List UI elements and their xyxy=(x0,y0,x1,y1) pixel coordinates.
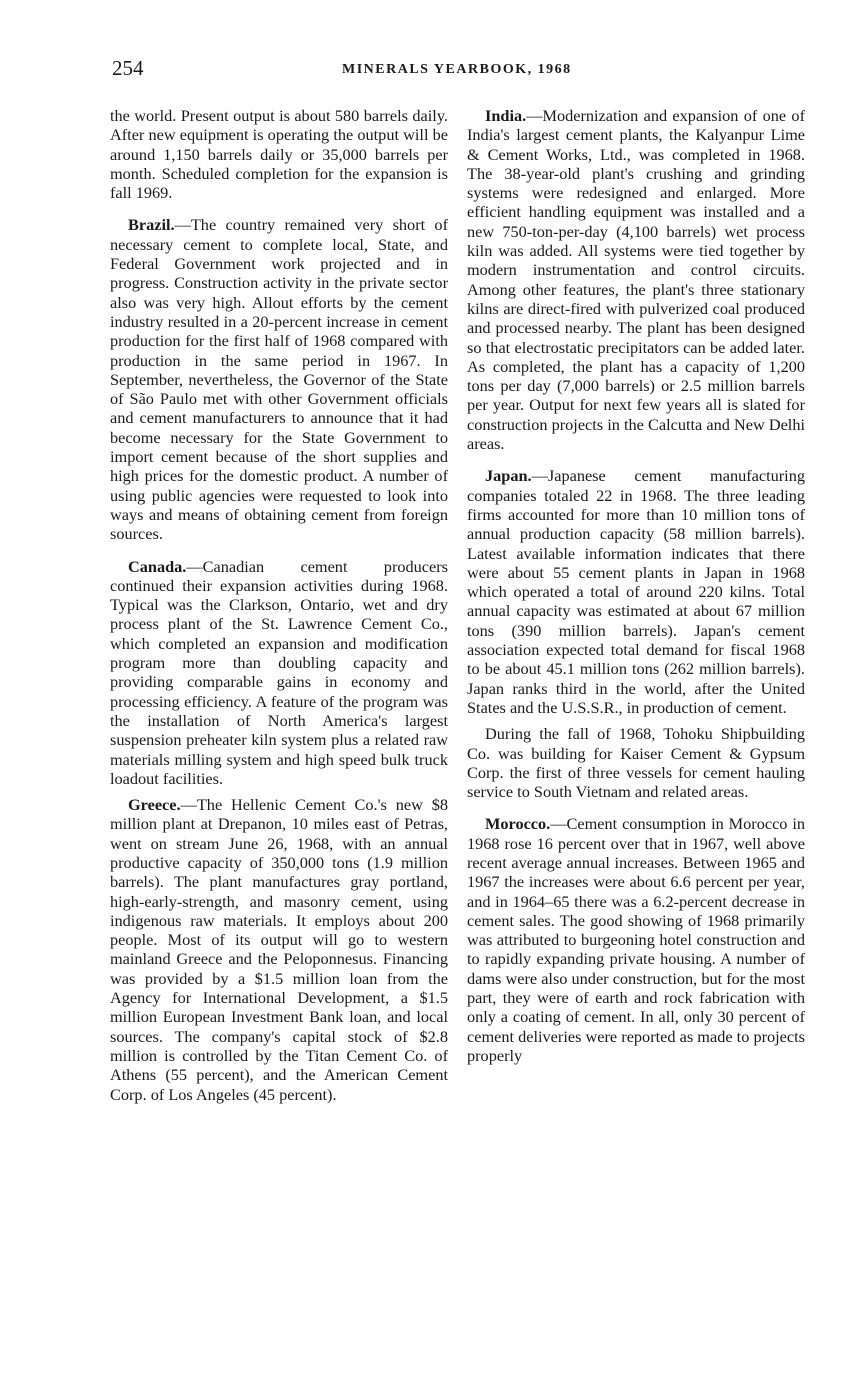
india-heading: India. xyxy=(485,106,527,125)
japan-heading: Japan. xyxy=(485,466,532,486)
brazil-text: —The country remained very short of necessary cement to complete local, State, and Federal Government work projected and in progress. Construction activity in the private sector also was very high. Allout efforts by the cement industry resulted in a 20-percent increase in cement production for the first half of 1968 compared with production in the same period in 1967. In September, nevertheless, the Governor of the State of São Paulo met with other Government officials and cement manufacturers to announce that it had become necessary for the State Government to import cement because of the short supplies and high prices for the domestic product. A number of using public agencies were requested to look into ways and means of obtaining cement from foreign sources. xyxy=(110,215,448,544)
greece-heading: Greece. xyxy=(128,795,181,815)
japan-paragraph xyxy=(467,466,805,717)
running-head: MINERALS YEARBOOK, 1968 xyxy=(342,62,572,77)
continuation-paragraph: the world. Present output is about 580 barrels daily. After new equipment is operating the output will be around 1,150 barrels daily or 35,000 barrels per month. Scheduled completion for the expansion is fall 1969. xyxy=(110,106,448,203)
morocco-heading: Morocco. xyxy=(485,814,551,834)
page-number: 254 xyxy=(112,56,144,80)
canada-text: —Canadian cement producers continued their expansion activities during 1968. Typical was the Clarkson, Ontario, wet and dry process plant of the St. Lawrence Cement Co., which completed an expansion and modification program more than doubling capacity and providing comparable gains in economy and processing efficiency. A feature of the program was the installation of North America's largest suspension preheater kiln system plus a related raw materials milling system and high speed bulk truck loadout facilities. xyxy=(110,556,448,788)
right-column xyxy=(467,106,805,1078)
japan-text: —Japanese cement manufacturing companies totaled 22 in 1968. The three leading firms accounted for more than 10 million tons of annual production capacity (58 million barrels). Latest available information indicates that there were about 55 cement plants in Japan in 1968 which operated a total of around 220 kilns. Total annual capacity was estimated at about 67 million tons (390 million barrels). Japan's cement association expected total demand for fiscal 1968 to be about 45.1 million tons (262 million barrels). Japan ranks third in the world, after the United States and the U.S.S.R., in production of cement. xyxy=(467,466,805,717)
morocco-paragraph xyxy=(467,814,805,1065)
india-text: —Modernization and expansion of one of India's largest cement plants, the Kalyanpur Lime & Cement Works, Ltd., was completed in 1968. The 38-year-old plant's crushing and grinding systems were redesigned and enlarged. More efficient handling equipment was installed and a new 750-ton-per-day (4,100 barrels) wet process kiln was added. All systems were tied together by modern instrumentation and control circuits. Among other features, the plant's three stationary kilns are direct-fired with pulverized coal produced and processed nearby. The plant has been designed so that electrostatic precipitators can be added later. As completed, the plant has a capacity of 1,200 tons per day (7,000 barrels) or 2.5 million barrels per year. Output for next few years all is slated for construction projects in the Calcutta and New Delhi areas. xyxy=(467,106,805,454)
morocco-text: —Cement consumption in Morocco in 1968 rose 16 percent over that in 1967, well above recent average annual increases. Between 1965 and 1967 the increases were about 6.6 percent per year, and in 1964–65 there was a 6.2-percent decrease in cement sales. The good showing of 1968 primarily was attributed to burgeoning hotel construction and to rapidly expanding private housing. A number of dams were also under construction, but for the most part, they were of earth and rock fabrication with only a coating of cement. In all, only 30 percent of cement deliveries were reported as made to projects properly xyxy=(467,814,805,1065)
greece-text: —The Hellenic Cement Co.'s new $8 million plant at Drepanon, 10 miles east of Petras, went on stream June 26, 1968, with an annual productive capacity of 350,000 tons (1.9 million barrels). The plant manufactures gray portland, high-early-strength, and masonry cement, using indigenous raw materials. It employs about 200 people. Most of its output will go to western mainland Greece and the Peloponnesus. Financing was provided by a $1.5 million loan from the Agency for International Development, a $1.5 million European Investment Bank loan, and local sources. The company's capital stock of $2.8 million is controlled by the Titan Cement Co. of Athens (55 percent), and the American Cement Corp. of Los Angeles (45 percent). xyxy=(110,795,448,1104)
greece-paragraph xyxy=(110,795,448,1104)
brazil-heading: Brazil. xyxy=(128,215,175,235)
canada-paragraph xyxy=(110,557,448,789)
india-paragraph xyxy=(467,106,805,453)
left-column xyxy=(110,106,448,1117)
brazil-paragraph xyxy=(110,215,448,543)
canada-heading: Canada. xyxy=(128,556,187,576)
japan-paragraph-2: During the fall of 1968, Tohoku Shipbuilding Co. was building for Kaiser Cement & Gypsum Corp. the first of three vessels for cement hauling service to South Vietnam and related areas. xyxy=(467,724,805,802)
